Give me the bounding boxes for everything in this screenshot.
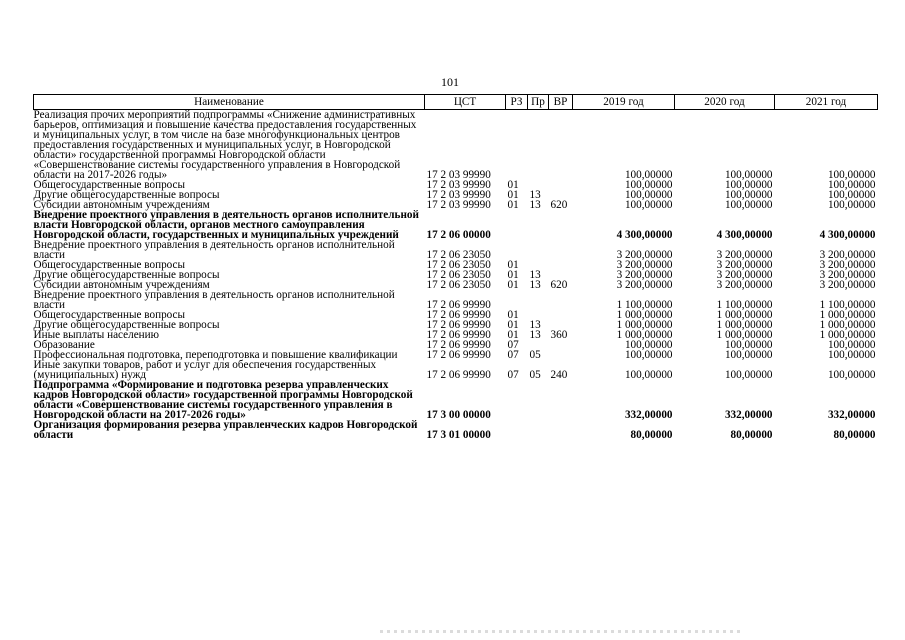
cell-cst: 17 2 03 99990: [426, 169, 491, 181]
cell-vr: [549, 350, 573, 360]
cell-rz: 01: [507, 279, 519, 291]
cell-2020: 4 300,00000: [716, 229, 773, 241]
cell-2021: 3 200,00000: [819, 259, 876, 271]
cell-cst: 17 2 03 99990: [426, 189, 491, 201]
cell-2021: 100,00000: [827, 179, 876, 191]
table-header-row: [34, 95, 878, 110]
cell-pr: 13: [529, 319, 541, 331]
cell-vr: [549, 380, 573, 420]
header-2019: 2019 год: [573, 95, 675, 110]
cell-cst: 17 2 06 99990: [426, 369, 491, 381]
cell-cst: 17 2 03 99990: [426, 199, 491, 211]
cell-cst: 17 2 03 99990: [426, 179, 491, 191]
cell-pr: 13: [529, 279, 541, 291]
cell-2019: 100,00000: [624, 169, 673, 181]
budget-table: [33, 94, 878, 440]
cell-name: Иные выплаты населению: [33, 329, 159, 341]
cell-name: Подпрограмма «Формирование и подготовка резерва управленческих кадров Новгородской области» государственной программы Новгородской области «Совершенствование системы государственного управления в Новгородской области на 2017-2026 годы»: [33, 379, 413, 421]
cell-2020: 3 200,00000: [716, 259, 773, 271]
cell-rz: [506, 290, 528, 310]
cell-cst: 17 2 06 99990: [426, 319, 491, 331]
cell-2020: 100,00000: [724, 339, 773, 351]
cell-2019: 3 200,00000: [616, 259, 673, 271]
scan-noise: [380, 630, 740, 633]
cell-vr: [549, 290, 573, 310]
cell-rz: 01: [507, 269, 519, 281]
cell-2021: 1 000,00000: [819, 309, 876, 321]
cell-name: Другие общегосударственные вопросы: [33, 189, 220, 201]
cell-2020: 1 100,00000: [716, 299, 773, 311]
header-2020: 2020 год: [675, 95, 775, 110]
cell-2020: 100,00000: [724, 199, 773, 211]
cell-2021: 100,00000: [827, 369, 876, 381]
cell-2020: 80,00000: [730, 429, 773, 441]
header-rz: РЗ: [506, 95, 528, 110]
cell-cst: 17 2 06 99990: [426, 329, 491, 341]
cell-2020: 1 000,00000: [716, 329, 773, 341]
cell-rz: [506, 110, 528, 181]
cell-name: Внедрение проектного управления в деятельность органов исполнительной власти Новгородской области, органов местного самоуправления Новгородской области, государственных и муниципальных учреждений: [33, 209, 419, 241]
table-row: [34, 360, 878, 380]
cell-2020: 3 200,00000: [716, 279, 773, 291]
cell-2020: 1 000,00000: [716, 309, 773, 321]
cell-name: Общегосударственные вопросы: [33, 309, 186, 321]
cell-2019: 1 000,00000: [616, 309, 673, 321]
header-name: Наименование: [34, 95, 425, 110]
cell-pr: 13: [529, 189, 541, 201]
cell-vr: 360: [550, 329, 568, 341]
cell-pr: [528, 210, 549, 240]
cell-pr: [528, 240, 549, 260]
cell-rz: 01: [507, 199, 519, 211]
cell-cst: 17 2 06 23050: [426, 279, 491, 291]
cell-rz: 07: [507, 369, 519, 381]
cell-2021: 100,00000: [827, 339, 876, 351]
cell-2021: 332,00000: [827, 409, 876, 421]
cell-name: Субсидии автономным учреждениям: [33, 279, 210, 291]
cell-name: Другие общегосударственные вопросы: [33, 319, 220, 331]
header-2021: 2021 год: [775, 95, 878, 110]
cell-vr: 620: [550, 279, 568, 291]
cell-pr: 05: [529, 369, 541, 381]
cell-vr: [549, 240, 573, 260]
cell-2019: 80,00000: [630, 429, 673, 441]
cell-cst: 17 2 06 99990: [426, 349, 491, 361]
cell-2019: 1 000,00000: [616, 329, 673, 341]
table-body: [34, 110, 878, 441]
cell-rz: [506, 380, 528, 420]
cell-2019: 100,00000: [624, 369, 673, 381]
cell-name: Внедрение проектного управления в деятельность органов исполнительной власти: [33, 289, 395, 311]
cell-rz: 01: [507, 329, 519, 341]
cell-vr: [549, 210, 573, 240]
cell-cst: 17 2 06 00000: [426, 229, 491, 241]
table-row: [34, 110, 878, 181]
cell-vr: [549, 310, 573, 320]
cell-2020: 100,00000: [724, 169, 773, 181]
cell-cst: 17 2 06 99990: [426, 339, 491, 351]
cell-vr: [549, 340, 573, 350]
cell-2021: 3 200,00000: [819, 279, 876, 291]
cell-cst: 17 2 06 23050: [426, 259, 491, 271]
cell-rz: [506, 210, 528, 240]
cell-2019: 100,00000: [624, 339, 673, 351]
table-row: [34, 240, 878, 260]
cell-2019: 3 200,00000: [616, 249, 673, 261]
cell-cst: 17 2 06 23050: [426, 249, 491, 261]
cell-2021: 100,00000: [827, 189, 876, 201]
cell-name: Общегосударственные вопросы: [33, 259, 186, 271]
cell-2019: 3 200,00000: [616, 269, 673, 281]
cell-2020: 100,00000: [724, 349, 773, 361]
cell-name: Образование: [33, 339, 95, 351]
cell-2021: 100,00000: [827, 349, 876, 361]
cell-2019: 4 300,00000: [616, 229, 673, 241]
cell-name: Профессиональная подготовка, переподготовка и повышение квалификации: [33, 349, 398, 361]
table-row: [34, 290, 878, 310]
cell-name: Общегосударственные вопросы: [33, 179, 186, 191]
cell-2020: 100,00000: [724, 189, 773, 201]
cell-vr: [549, 260, 573, 270]
cell-vr: 620: [550, 199, 568, 211]
cell-2020: 1 000,00000: [716, 319, 773, 331]
cell-2019: 332,00000: [624, 409, 673, 421]
table-row: [34, 210, 878, 240]
cell-name: Организация формирования резерва управленческих кадров Новгородской области: [33, 419, 418, 441]
cell-2021: 1 000,00000: [819, 319, 876, 331]
cell-2021: 1 100,00000: [819, 299, 876, 311]
cell-cst: 17 2 06 99990: [426, 309, 491, 321]
cell-2019: 100,00000: [624, 179, 673, 191]
cell-vr: [549, 420, 573, 440]
table-row: [34, 380, 878, 420]
cell-pr: 13: [529, 199, 541, 211]
cell-cst: 17 3 01 00000: [426, 429, 491, 441]
cell-rz: 07: [507, 339, 519, 351]
page-number: 101: [441, 75, 459, 89]
cell-2021: 3 200,00000: [819, 249, 876, 261]
cell-rz: 01: [507, 189, 519, 201]
cell-rz: 01: [507, 259, 519, 271]
cell-cst: 17 3 00 00000: [426, 409, 491, 421]
cell-2021: 100,00000: [827, 169, 876, 181]
cell-name: Другие общегосударственные вопросы: [33, 269, 220, 281]
cell-rz: 01: [507, 179, 519, 191]
cell-2019: 100,00000: [624, 199, 673, 211]
cell-pr: [528, 290, 549, 310]
cell-cst: 17 2 06 99990: [426, 299, 491, 311]
cell-pr: [528, 380, 549, 420]
cell-2020: 332,00000: [724, 409, 773, 421]
cell-2021: 4 300,00000: [819, 229, 876, 241]
cell-2019: 1 100,00000: [616, 299, 673, 311]
cell-name: Иные закупки товаров, работ и услуг для обеспечения государственных (муниципальных) нужд: [33, 359, 377, 381]
cell-2020: 3 200,00000: [716, 249, 773, 261]
cell-rz: 07: [507, 349, 519, 361]
cell-2021: 3 200,00000: [819, 269, 876, 281]
cell-rz: 01: [507, 319, 519, 331]
cell-pr: [528, 110, 549, 181]
cell-rz: 01: [507, 309, 519, 321]
cell-2019: 3 200,00000: [616, 279, 673, 291]
cell-vr: 240: [550, 369, 568, 381]
cell-vr: [549, 180, 573, 190]
cell-pr: 13: [529, 269, 541, 281]
cell-vr: [549, 110, 573, 181]
cell-2020: 3 200,00000: [716, 269, 773, 281]
header-pr: Пр: [528, 95, 549, 110]
cell-2021: 80,00000: [833, 429, 876, 441]
cell-2019: 1 000,00000: [616, 319, 673, 331]
cell-2020: 100,00000: [724, 369, 773, 381]
cell-pr: 13: [529, 329, 541, 341]
cell-rz: [506, 240, 528, 260]
header-cst: ЦСТ: [425, 95, 506, 110]
cell-pr: 05: [529, 349, 541, 361]
table-row: [34, 420, 878, 440]
cell-2019: 100,00000: [624, 349, 673, 361]
cell-2021: 1 000,00000: [819, 329, 876, 341]
cell-cst: 17 2 06 23050: [426, 269, 491, 281]
cell-2021: 100,00000: [827, 199, 876, 211]
cell-2019: 100,00000: [624, 189, 673, 201]
cell-2020: 100,00000: [724, 179, 773, 191]
cell-pr: [528, 420, 549, 440]
cell-name: Внедрение проектного управления в деятельность органов исполнительной власти: [33, 239, 395, 261]
cell-name: Реализация прочих мероприятий подпрограммы «Снижение административных барьеров, оптимизация и повышение качества предоставления государственных и муниципальных услуг, в том числе на базе многофункциональных центров предоставления государственных и муниципальных услуг, в Новгородской области» государственной программы Новгородской области «Совершенствование системы государственного управления в Новгородской области на 2017-2026 годы»: [33, 109, 417, 181]
header-vr: ВР: [549, 95, 573, 110]
cell-name: Субсидии автономным учреждениям: [33, 199, 210, 211]
cell-rz: [506, 420, 528, 440]
